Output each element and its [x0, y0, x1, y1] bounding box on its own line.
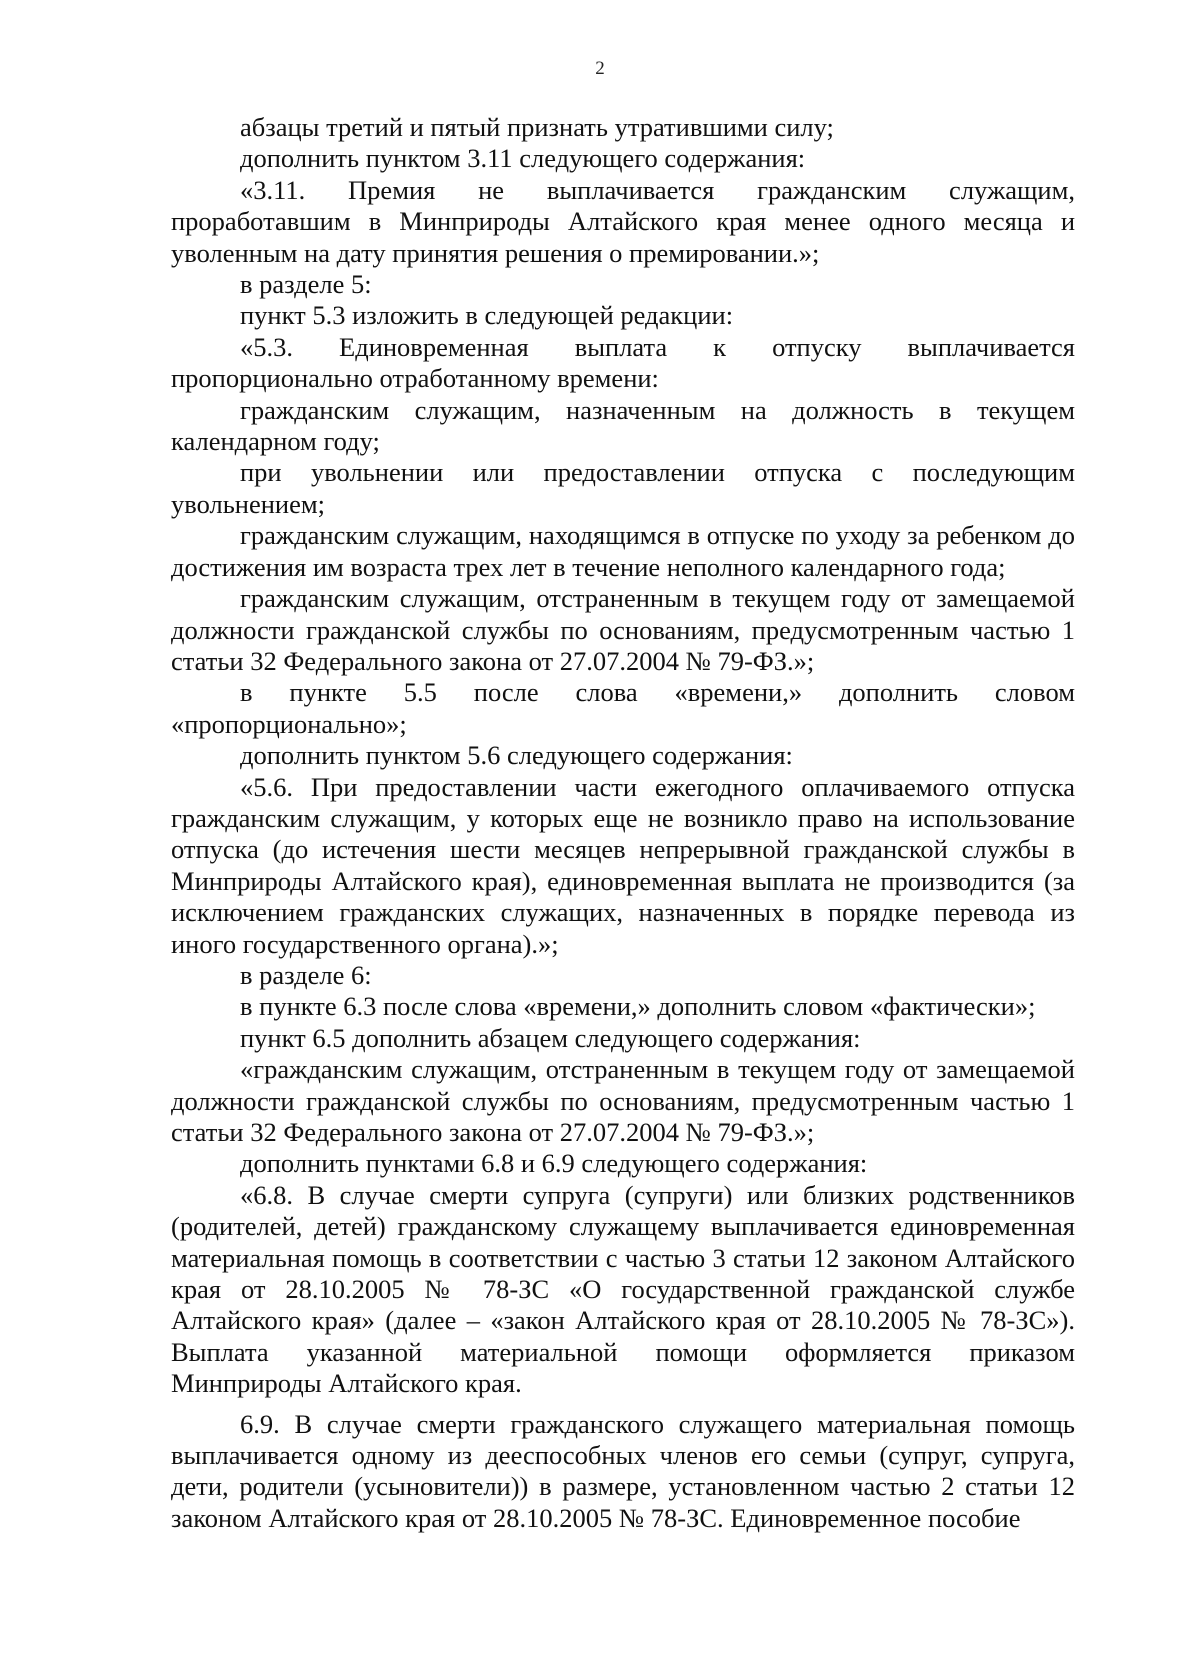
page-number: 2: [595, 58, 605, 79]
paragraph: дополнить пунктом 3.11 следующего содержания:: [240, 143, 806, 174]
paragraph: дополнить пунктом 5.6 следующего содержания:: [240, 740, 793, 771]
paragraph: «3.11. Премия не выплачивается гражданским служащим, проработавшим в Минприроды Алтайского края менее одного месяца и уволенным на дату принятия решения о премировании.»;: [171, 174, 1075, 268]
paragraph: гражданским служащим, находящимся в отпуске по уходу за ребенком до достижения им возраста трех лет в течение неполного календарного года;: [171, 520, 1075, 582]
paragraph: «6.8. В случае смерти супруга (супруги) или близких родственников (родителей, детей) гражданскому служащему выплачивается единовременная материальная помощь в соответствии с частью 3 статьи 12 законом Алтайского края от 28.10.2005 № 78-ЗС «О государственной гражданской службе Алтайского края» (далее – «закон Алтайского края от 28.10.2005 № 78-ЗС»). Выплата указанной материальной помощи оформляется приказом Минприроды Алтайского края.: [171, 1179, 1075, 1399]
paragraph: в разделе 6:: [240, 959, 372, 990]
paragraph: дополнить пунктами 6.8 и 6.9 следующего содержания:: [240, 1148, 868, 1179]
paragraph: абзацы третий и пятый признать утратившими силу;: [240, 112, 834, 142]
paragraph: в пункте 6.3 после слова «времени,» дополнить словом «фактически»;: [240, 991, 1036, 1022]
paragraph: «5.3. Единовременная выплата к отпуску выплачивается пропорционально отработанному времени:: [171, 331, 1075, 394]
paragraph: при увольнении или предоставлении отпуска с последующим увольнением;: [171, 457, 1075, 519]
paragraph: в пункте 5.5 после слова «времени,» дополнить словом «пропорционально»;: [171, 677, 1075, 739]
paragraph: «5.6. При предоставлении части ежегодного оплачиваемого отпуска гражданским служащим, у которых еще не возникло право на использование отпуска (до истечения шести месяцев непрерывной гражданской службы в Минприроды Алтайского края), единовременная выплата не производится (за исключением гражданских служащих, назначенных в порядке перевода из иного государственного органа).»;: [171, 771, 1075, 959]
paragraph: 6.9. В случае смерти гражданского служащего материальная помощь выплачивается одному из дееспособных членов его семьи (супруг, супруга, дети, родители (усыновители)) в размере, установленном частью 2 статьи 12 законом Алтайского края от 28.10.2005 № 78-ЗС. Единовременное пособие: [171, 1408, 1075, 1533]
paragraph: пункт 6.5 дополнить абзацем следующего содержания:: [240, 1022, 861, 1053]
paragraph: пункт 5.3 изложить в следующей редакции:: [240, 300, 734, 331]
paragraph: гражданским служащим, назначенным на должность в текущем календарном году;: [171, 394, 1075, 457]
paragraph: гражданским служащим, отстраненным в текущем году от замещаемой должности гражданской службы по основаниям, предусмотренным частью 1 статьи 32 Федерального закона от 27.07.2004 № 79-ФЗ.»;: [171, 583, 1075, 676]
paragraph: в разделе 5:: [240, 269, 372, 300]
document-body: [171, 112, 1075, 1534]
paragraph: «гражданским служащим, отстраненным в текущем году от замещаемой должности гражданской службы по основаниям, предусмотренным частью 1 статьи 32 Федерального закона от 27.07.2004 № 79-ФЗ.»;: [171, 1054, 1075, 1147]
